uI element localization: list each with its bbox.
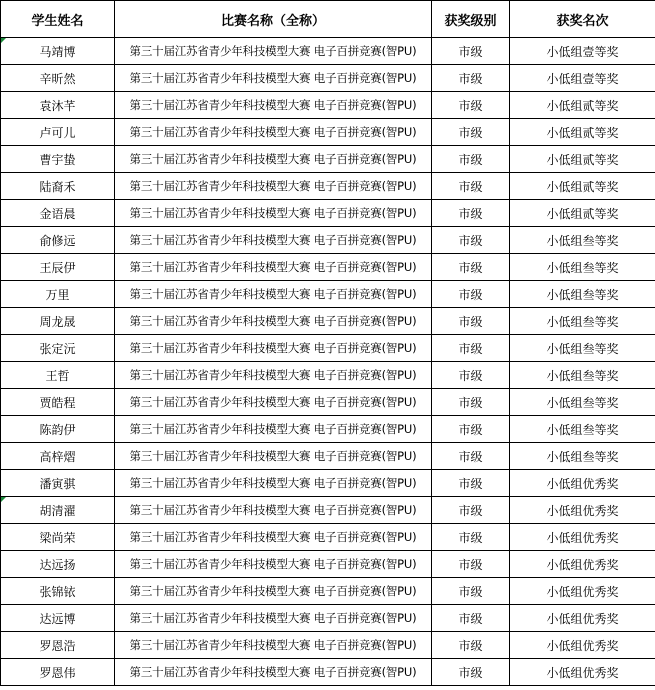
cell-award-level-text: 市级	[458, 206, 483, 221]
cell-competition-name-text: 第三十届江苏省青少年科技模型大赛 电子百拼竞赛(智PU)	[129, 395, 417, 409]
cell-competition-name-text: 第三十届江苏省青少年科技模型大赛 电子百拼竞赛(智PU)	[129, 530, 417, 544]
cell-award-rank[interactable]	[510, 92, 655, 119]
table-row	[1, 92, 655, 119]
cell-award-level[interactable]	[432, 497, 510, 524]
cell-competition-name[interactable]	[115, 605, 432, 632]
cell-student-name[interactable]	[1, 551, 115, 578]
cell-competition-name-text: 第三十届江苏省青少年科技模型大赛 电子百拼竞赛(智PU)	[129, 314, 417, 328]
cell-student-name[interactable]	[1, 578, 115, 605]
table-row	[1, 524, 655, 551]
cell-student-name-text: 潘寅骐	[39, 476, 76, 491]
cell-award-level-text: 市级	[458, 287, 483, 302]
header-award-level[interactable]: 获奖级别	[432, 1, 510, 38]
cell-award-level[interactable]	[432, 173, 510, 200]
cell-competition-name-text: 第三十届江苏省青少年科技模型大赛 电子百拼竞赛(智PU)	[129, 449, 417, 463]
cell-award-level[interactable]	[432, 38, 510, 65]
cell-award-level[interactable]	[432, 389, 510, 416]
cell-award-rank-text: 小低组叁等奖	[546, 260, 619, 275]
cell-competition-name[interactable]	[115, 38, 432, 65]
cell-student-name-text: 万里	[45, 287, 70, 302]
cell-award-rank-text: 小低组优秀奖	[546, 584, 619, 599]
cell-award-rank-text: 小低组叁等奖	[546, 314, 619, 329]
cell-student-name-text: 贾皓程	[39, 395, 76, 410]
table-row	[1, 362, 655, 389]
cell-award-rank-text: 小低组叁等奖	[546, 368, 619, 383]
cell-student-name-text: 达远扬	[39, 557, 76, 572]
cell-student-name-text: 俞修远	[39, 233, 76, 248]
cell-student-name-text: 高梓熠	[39, 449, 76, 464]
cell-competition-name[interactable]	[115, 524, 432, 551]
cell-competition-name-text: 第三十届江苏省青少年科技模型大赛 电子百拼竞赛(智PU)	[129, 179, 417, 193]
cell-student-name-text: 胡清濯	[39, 503, 76, 518]
cell-student-name[interactable]	[1, 443, 115, 470]
cell-competition-name-text: 第三十届江苏省青少年科技模型大赛 电子百拼竞赛(智PU)	[129, 152, 417, 166]
cell-award-level-text: 市级	[458, 71, 483, 86]
cell-award-rank-text: 小低组优秀奖	[546, 638, 619, 653]
header-student-name[interactable]: 学生姓名	[1, 1, 115, 38]
cell-student-name[interactable]	[1, 173, 115, 200]
cell-competition-name[interactable]	[115, 308, 432, 335]
cell-competition-name-text: 第三十届江苏省青少年科技模型大赛 电子百拼竞赛(智PU)	[129, 233, 417, 247]
cell-award-level[interactable]	[432, 470, 510, 497]
cell-award-rank[interactable]	[510, 227, 655, 254]
table-row	[1, 605, 655, 632]
header-award-rank[interactable]: 获奖名次	[510, 1, 655, 38]
cell-award-rank[interactable]	[510, 389, 655, 416]
cell-award-rank-text: 小低组优秀奖	[546, 557, 619, 572]
cell-award-rank-text: 小低组优秀奖	[546, 611, 619, 626]
cell-competition-name[interactable]	[115, 227, 432, 254]
cell-competition-name[interactable]	[115, 146, 432, 173]
cell-competition-name-text: 第三十届江苏省青少年科技模型大赛 电子百拼竞赛(智PU)	[129, 125, 417, 139]
cell-student-name[interactable]	[1, 416, 115, 443]
cell-award-level[interactable]	[432, 524, 510, 551]
cell-student-name[interactable]	[1, 281, 115, 308]
cell-student-name-text: 达远博	[39, 611, 76, 626]
cell-competition-name[interactable]	[115, 416, 432, 443]
cell-student-name[interactable]	[1, 146, 115, 173]
cell-student-name[interactable]	[1, 227, 115, 254]
table-row	[1, 38, 655, 65]
cell-student-name-text: 王辰伊	[39, 260, 76, 275]
cell-award-level-text: 市级	[458, 476, 483, 491]
cell-award-level-text: 市级	[458, 260, 483, 275]
table-row	[1, 227, 655, 254]
cell-competition-name-text: 第三十届江苏省青少年科技模型大赛 电子百拼竞赛(智PU)	[129, 44, 417, 58]
cell-award-rank-text: 小低组贰等奖	[546, 179, 619, 194]
cell-award-rank[interactable]	[510, 497, 655, 524]
cell-award-rank-text: 小低组优秀奖	[546, 530, 619, 545]
cell-award-rank[interactable]	[510, 551, 655, 578]
cell-competition-name[interactable]	[115, 173, 432, 200]
cell-award-rank-text: 小低组叁等奖	[546, 341, 619, 356]
cell-competition-name[interactable]	[115, 119, 432, 146]
cell-award-rank-text: 小低组贰等奖	[546, 125, 619, 140]
cell-award-level-text: 市级	[458, 422, 483, 437]
cell-competition-name[interactable]	[115, 470, 432, 497]
cell-award-rank[interactable]	[510, 38, 655, 65]
cell-competition-name-text: 第三十届江苏省青少年科技模型大赛 电子百拼竞赛(智PU)	[129, 611, 417, 625]
table-row	[1, 443, 655, 470]
cell-award-rank-text: 小低组优秀奖	[546, 503, 619, 518]
cell-award-level[interactable]	[432, 254, 510, 281]
table-row	[1, 146, 655, 173]
cell-award-level[interactable]	[432, 65, 510, 92]
cell-award-rank[interactable]	[510, 119, 655, 146]
comment-marker-icon	[1, 497, 6, 502]
cell-student-name[interactable]	[1, 470, 115, 497]
cell-award-level[interactable]	[432, 416, 510, 443]
cell-award-rank-text: 小低组优秀奖	[546, 665, 619, 680]
cell-competition-name-text: 第三十届江苏省青少年科技模型大赛 电子百拼竞赛(智PU)	[129, 503, 417, 517]
cell-student-name[interactable]	[1, 335, 115, 362]
cell-award-level[interactable]	[432, 551, 510, 578]
cell-award-level[interactable]	[432, 227, 510, 254]
cell-award-rank-text: 小低组贰等奖	[546, 206, 619, 221]
cell-award-rank-text: 小低组壹等奖	[546, 44, 619, 59]
cell-student-name[interactable]	[1, 362, 115, 389]
table-row	[1, 551, 655, 578]
cell-competition-name-text: 第三十届江苏省青少年科技模型大赛 电子百拼竞赛(智PU)	[129, 71, 417, 85]
cell-student-name-text: 周龙晟	[39, 314, 76, 329]
table-row	[1, 632, 655, 659]
cell-student-name-text: 陈韵伊	[39, 422, 76, 437]
cell-student-name-text: 梁尚荣	[39, 530, 76, 545]
cell-award-rank[interactable]	[510, 659, 655, 686]
cell-award-rank-text: 小低组贰等奖	[546, 152, 619, 167]
cell-competition-name-text: 第三十届江苏省青少年科技模型大赛 电子百拼竞赛(智PU)	[129, 287, 417, 301]
cell-award-rank[interactable]	[510, 578, 655, 605]
cell-award-rank-text: 小低组叁等奖	[546, 395, 619, 410]
cell-award-rank[interactable]	[510, 524, 655, 551]
cell-award-rank[interactable]	[510, 632, 655, 659]
cell-award-rank-text: 小低组叁等奖	[546, 233, 619, 248]
cell-student-name-text: 王哲	[45, 368, 70, 383]
cell-competition-name-text: 第三十届江苏省青少年科技模型大赛 电子百拼竞赛(智PU)	[129, 98, 417, 112]
table-row	[1, 254, 655, 281]
cell-award-rank-text: 小低组壹等奖	[546, 71, 619, 86]
cell-award-rank-text: 小低组叁等奖	[546, 287, 619, 302]
cell-competition-name[interactable]	[115, 632, 432, 659]
cell-student-name[interactable]	[1, 65, 115, 92]
cell-award-rank-text: 小低组叁等奖	[546, 449, 619, 464]
cell-award-level[interactable]	[432, 362, 510, 389]
cell-award-level-text: 市级	[458, 314, 483, 329]
cell-competition-name-text: 第三十届江苏省青少年科技模型大赛 电子百拼竞赛(智PU)	[129, 557, 417, 571]
table-row	[1, 308, 655, 335]
cell-award-rank[interactable]	[510, 281, 655, 308]
cell-award-level-text: 市级	[458, 98, 483, 113]
comment-marker-icon	[1, 38, 6, 43]
cell-student-name[interactable]	[1, 308, 115, 335]
cell-award-level-text: 市级	[458, 584, 483, 599]
cell-student-name[interactable]	[1, 605, 115, 632]
cell-award-rank[interactable]	[510, 443, 655, 470]
cell-competition-name[interactable]	[115, 389, 432, 416]
cell-student-name-text: 卢可儿	[39, 125, 76, 140]
table-row	[1, 281, 655, 308]
cell-award-rank[interactable]	[510, 605, 655, 632]
cell-award-rank[interactable]	[510, 416, 655, 443]
cell-student-name-text: 辛昕然	[39, 71, 76, 86]
cell-award-rank[interactable]	[510, 362, 655, 389]
cell-competition-name[interactable]	[115, 92, 432, 119]
cell-award-level-text: 市级	[458, 611, 483, 626]
cell-award-rank[interactable]	[510, 335, 655, 362]
table-row	[1, 65, 655, 92]
cell-student-name[interactable]	[1, 38, 115, 65]
cell-award-level-text: 市级	[458, 638, 483, 653]
cell-student-name-text: 罗恩浩	[39, 638, 76, 653]
cell-award-rank[interactable]	[510, 308, 655, 335]
cell-award-level[interactable]	[432, 632, 510, 659]
cell-award-level[interactable]	[432, 335, 510, 362]
cell-student-name[interactable]	[1, 119, 115, 146]
header-competition-name[interactable]: 比赛名称（全称）	[115, 1, 432, 38]
cell-award-level-text: 市级	[458, 125, 483, 140]
cell-award-level[interactable]	[432, 119, 510, 146]
cell-award-rank[interactable]	[510, 173, 655, 200]
table-row	[1, 335, 655, 362]
cell-student-name-text: 罗恩伟	[39, 665, 76, 680]
table-row	[1, 416, 655, 443]
table-row	[1, 659, 655, 686]
table-row	[1, 119, 655, 146]
cell-award-level[interactable]	[432, 605, 510, 632]
cell-award-rank-text: 小低组叁等奖	[546, 422, 619, 437]
cell-award-level-text: 市级	[458, 530, 483, 545]
cell-competition-name[interactable]	[115, 281, 432, 308]
cell-student-name[interactable]	[1, 497, 115, 524]
cell-competition-name-text: 第三十届江苏省青少年科技模型大赛 电子百拼竞赛(智PU)	[129, 665, 417, 679]
cell-award-level[interactable]	[432, 443, 510, 470]
cell-award-level-text: 市级	[458, 503, 483, 518]
cell-student-name[interactable]	[1, 524, 115, 551]
cell-award-level[interactable]	[432, 281, 510, 308]
cell-competition-name[interactable]	[115, 254, 432, 281]
table-row	[1, 173, 655, 200]
cell-competition-name-text: 第三十届江苏省青少年科技模型大赛 电子百拼竞赛(智PU)	[129, 584, 417, 598]
table-row	[1, 578, 655, 605]
cell-award-level-text: 市级	[458, 233, 483, 248]
cell-award-rank-text: 小低组优秀奖	[546, 476, 619, 491]
cell-student-name[interactable]	[1, 92, 115, 119]
cell-award-level[interactable]	[432, 200, 510, 227]
table-row	[1, 470, 655, 497]
cell-competition-name[interactable]	[115, 362, 432, 389]
cell-student-name-text: 陆裔禾	[39, 179, 76, 194]
table-row	[1, 497, 655, 524]
cell-award-level-text: 市级	[458, 152, 483, 167]
cell-student-name[interactable]	[1, 632, 115, 659]
cell-competition-name[interactable]	[115, 443, 432, 470]
cell-award-rank[interactable]	[510, 254, 655, 281]
cell-student-name[interactable]	[1, 254, 115, 281]
cell-award-rank-text: 小低组贰等奖	[546, 98, 619, 113]
cell-competition-name-text: 第三十届江苏省青少年科技模型大赛 电子百拼竞赛(智PU)	[129, 368, 417, 382]
cell-student-name-text: 张定沅	[39, 341, 76, 356]
cell-award-level[interactable]	[432, 146, 510, 173]
cell-award-level-text: 市级	[458, 665, 483, 680]
cell-student-name[interactable]	[1, 659, 115, 686]
cell-student-name[interactable]	[1, 200, 115, 227]
cell-student-name-text: 张锦铱	[39, 584, 76, 599]
cell-competition-name-text: 第三十届江苏省青少年科技模型大赛 电子百拼竞赛(智PU)	[129, 422, 417, 436]
cell-competition-name-text: 第三十届江苏省青少年科技模型大赛 电子百拼竞赛(智PU)	[129, 260, 417, 274]
cell-award-rank[interactable]	[510, 65, 655, 92]
cell-competition-name[interactable]	[115, 659, 432, 686]
cell-competition-name[interactable]	[115, 65, 432, 92]
cell-award-level-text: 市级	[458, 395, 483, 410]
cell-competition-name-text: 第三十届江苏省青少年科技模型大赛 电子百拼竞赛(智PU)	[129, 638, 417, 652]
cell-competition-name-text: 第三十届江苏省青少年科技模型大赛 电子百拼竞赛(智PU)	[129, 206, 417, 220]
cell-competition-name[interactable]	[115, 578, 432, 605]
cell-student-name-text: 马靖博	[39, 44, 76, 59]
cell-award-level-text: 市级	[458, 44, 483, 59]
cell-award-level-text: 市级	[458, 557, 483, 572]
cell-competition-name-text: 第三十届江苏省青少年科技模型大赛 电子百拼竞赛(智PU)	[129, 341, 417, 355]
cell-student-name-text: 袁沐芊	[39, 98, 76, 113]
cell-competition-name-text: 第三十届江苏省青少年科技模型大赛 电子百拼竞赛(智PU)	[129, 476, 417, 490]
cell-award-level[interactable]	[432, 308, 510, 335]
cell-award-rank[interactable]	[510, 146, 655, 173]
cell-award-rank[interactable]	[510, 470, 655, 497]
cell-award-level-text: 市级	[458, 449, 483, 464]
header-row	[1, 1, 655, 38]
cell-award-level-text: 市级	[458, 179, 483, 194]
cell-award-level[interactable]	[432, 92, 510, 119]
cell-award-level[interactable]	[432, 659, 510, 686]
cell-award-level[interactable]	[432, 578, 510, 605]
cell-award-level-text: 市级	[458, 368, 483, 383]
table-row	[1, 389, 655, 416]
cell-award-level-text: 市级	[458, 341, 483, 356]
cell-student-name-text: 金语晨	[39, 206, 76, 221]
cell-competition-name[interactable]	[115, 497, 432, 524]
cell-competition-name[interactable]	[115, 551, 432, 578]
cell-student-name[interactable]	[1, 389, 115, 416]
cell-student-name-text: 曹宇蛰	[39, 152, 76, 167]
table-row	[1, 200, 655, 227]
cell-award-rank[interactable]	[510, 200, 655, 227]
cell-competition-name[interactable]	[115, 335, 432, 362]
cell-competition-name[interactable]	[115, 200, 432, 227]
